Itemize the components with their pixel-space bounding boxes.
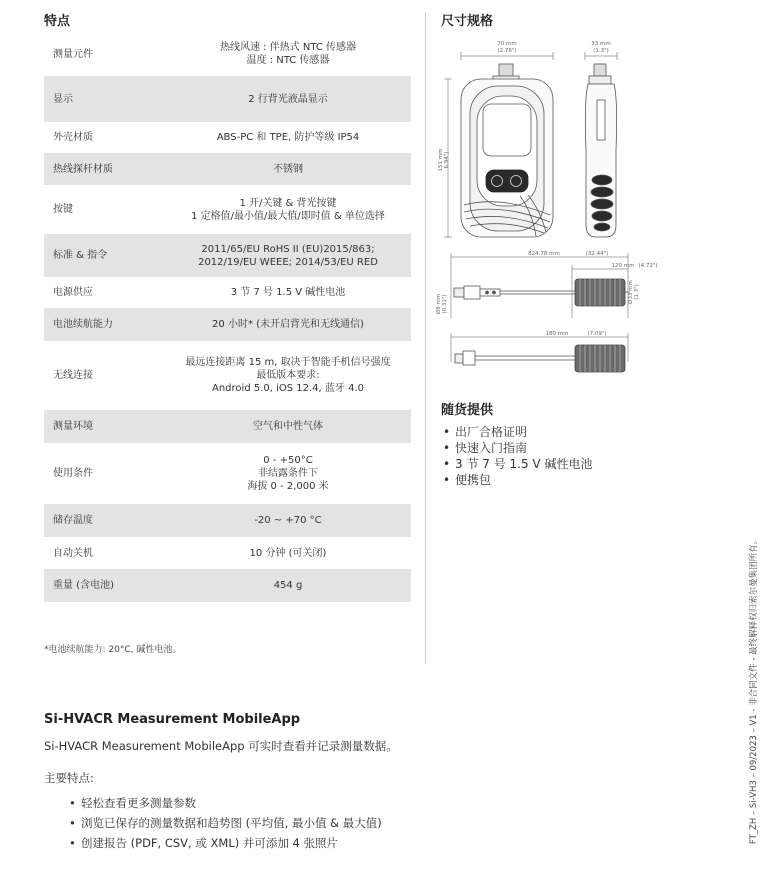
- probe-short-label: 180 mm: [545, 331, 569, 337]
- spec-value-line: 最远连接距离 15 m, 取决于智能手机信号强度: [185, 357, 391, 368]
- side-width-inch: (1.3"): [593, 48, 609, 54]
- spec-label: 重量 (含电池): [44, 569, 165, 602]
- handle-dia-label: Ø33 mm: [628, 280, 634, 304]
- front-width-label: 70 mm: [497, 41, 517, 47]
- tip-dia-label: Ø8 mm: [436, 293, 442, 315]
- handle-len-inch: (4.72"): [638, 263, 658, 269]
- features-heading: 特点: [44, 14, 71, 29]
- height-inch: 6.94"): [444, 151, 450, 169]
- spec-value: [165, 341, 411, 410]
- table-row: [44, 76, 411, 122]
- table-row: [44, 537, 411, 569]
- spec-value-line: 0 - +50°C: [263, 455, 313, 466]
- spec-label: 储存温度: [44, 504, 165, 537]
- table-row: [44, 341, 411, 410]
- app-features-label: 主要特点:: [44, 771, 94, 785]
- table-row: [44, 32, 411, 76]
- app-heading: Si-HVACR Measurement MobileApp: [44, 712, 301, 727]
- spec-value: [165, 234, 411, 277]
- spec-value-line: 454 g: [273, 580, 303, 591]
- list-item: • 创建报告 (PDF, CSV, 或 XML) 并可添加 4 张照片: [81, 833, 382, 853]
- spec-value: [165, 122, 411, 153]
- spec-value-line: 不锈钢: [273, 163, 303, 175]
- spec-value-line: 最低版本要求:: [256, 370, 320, 381]
- table-row: [44, 122, 411, 153]
- spec-label: 电池续航能力: [44, 308, 165, 341]
- probe-total-label: 824.78 mm: [528, 251, 560, 257]
- spec-value: [165, 504, 411, 537]
- table-row: [44, 504, 411, 537]
- handle-len-label: 120 mm: [611, 263, 635, 269]
- spec-label: 电源供应: [44, 277, 165, 308]
- table-row: [44, 153, 411, 185]
- spec-value: [165, 569, 411, 602]
- spec-label: 外壳材质: [44, 122, 165, 153]
- spec-value: [165, 537, 411, 569]
- side-view-drawing: [585, 52, 617, 237]
- spec-value-line: ABS-PC 和 TPE, 防护等级 IP54: [216, 132, 360, 143]
- spec-label: 热线探杆材质: [44, 153, 165, 185]
- list-item: • 3 节 7 号 1.5 V 碱性电池: [455, 456, 592, 472]
- sidebar-footer: [733, 520, 773, 860]
- spec-value-line: 1 定格值/最小值/最大值/即时值 & 单位选择: [191, 210, 385, 222]
- column-divider: [425, 12, 426, 664]
- table-row: [44, 234, 411, 277]
- tip-dia-inch: (0.31"): [442, 294, 448, 314]
- spec-value-line: 2 行背光液晶显示: [248, 93, 328, 105]
- spec-value-line: 2011/65/EU RoHS II (EU)2015/863;: [201, 243, 375, 255]
- spec-label: 使用条件: [44, 443, 165, 504]
- spec-label: 无线连接: [44, 341, 165, 410]
- spec-value-line: 非结露条件下: [258, 468, 318, 479]
- probe-short-inch: (7.09"): [587, 331, 607, 337]
- spec-label: 测量环境: [44, 410, 165, 443]
- spec-value-line: Android 5.0, iOS 12.4, 蓝牙 4.0: [212, 383, 364, 394]
- spec-value-line: 温度 : NTC 传感器: [246, 55, 330, 66]
- table-row: [44, 569, 411, 602]
- table-row: [44, 443, 411, 504]
- list-item: • 便携包: [455, 472, 592, 488]
- list-item: • 浏览已保存的测量数据和趋势图 (平均值, 最小值 & 最大值): [81, 813, 382, 833]
- spec-value-line: 20 小时* (未开启背光和无线通信): [212, 319, 364, 330]
- probe-short-drawing: [451, 333, 628, 372]
- app-intro: Si-HVACR Measurement MobileApp 可实时查看并记录测量数据。: [44, 739, 398, 753]
- table-row: [44, 308, 411, 341]
- list-item: • 快速入门指南: [455, 440, 592, 456]
- spec-label: 标准 & 指令: [44, 234, 165, 277]
- height-label: 151 mm: [438, 148, 444, 172]
- side-width-label: 33 mm: [591, 41, 611, 47]
- app-feature-list: [81, 793, 382, 853]
- spec-value-line: 热线风速 : 伴热式 NTC 传感器: [219, 42, 357, 53]
- list-item: • 出厂合格证明: [455, 424, 592, 440]
- spec-label: 显示: [44, 76, 165, 122]
- spec-value: [165, 277, 411, 308]
- front-view-drawing: [444, 52, 553, 237]
- front-width-inch: (2.76"): [497, 48, 517, 54]
- spec-label: 测量元件: [44, 32, 165, 76]
- spec-value-line: -20 ~ +70 °C: [254, 515, 322, 526]
- list-item: • 轻松查看更多测量参数: [81, 793, 382, 813]
- spec-value: [165, 185, 411, 234]
- spec-value-line: 2012/19/EU WEEE; 2014/53/EU RED: [198, 256, 378, 268]
- table-row: [44, 277, 411, 308]
- spec-value-line: 3 节 7 号 1.5 V 碱性电池: [230, 287, 346, 298]
- spec-value-line: 海拔 0 - 2,000 米: [247, 481, 329, 492]
- table-row: [44, 185, 411, 234]
- table-row: [44, 410, 411, 443]
- delivery-list: [455, 424, 592, 488]
- spec-value: [165, 32, 411, 76]
- spec-label: 自动关机: [44, 537, 165, 569]
- spec-value-line: 空气和中性气体: [253, 421, 323, 432]
- spec-value: [165, 443, 411, 504]
- handle-dia-inch: (1.3"): [634, 284, 640, 300]
- spec-value: [165, 76, 411, 122]
- footnote: *电池续航能力: 20°C, 碱性电池。: [44, 645, 182, 655]
- probe-total-inch: (32.44"): [585, 251, 609, 257]
- spec-value-line: 1 开/关键 & 背光按键: [239, 197, 337, 209]
- sidebar-text: FT_ZH – Si-VH3 – 09/2023 – V1 - 非合同文件 - 最终解释权归索尔曼集团所有。: [749, 535, 759, 845]
- probe-long-drawing: [451, 253, 630, 318]
- spec-value: [165, 153, 411, 185]
- delivery-heading: 随货提供: [441, 403, 494, 418]
- spec-table: [44, 32, 411, 602]
- spec-label: 按键: [44, 185, 165, 234]
- spec-value: [165, 410, 411, 443]
- spec-value: [165, 308, 411, 341]
- dimension-drawings: [434, 34, 658, 384]
- spec-value-line: 10 分钟 (可关闭): [249, 547, 327, 559]
- dimensions-heading: 尺寸规格: [441, 14, 494, 29]
